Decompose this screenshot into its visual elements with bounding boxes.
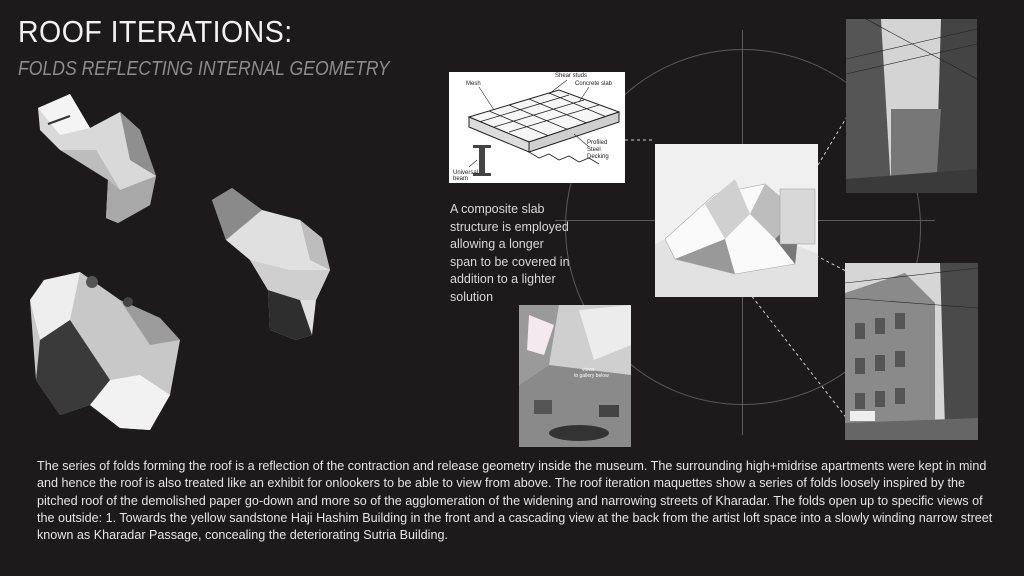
label-beam-1: Universal xyxy=(453,170,479,176)
label-decking-3: Decking xyxy=(587,154,609,160)
page-title: ROOF ITERATIONS: xyxy=(18,14,293,49)
label-concrete-slab: Concrete slab xyxy=(575,81,613,87)
model-photo xyxy=(655,144,818,297)
label-decking-2: Steel xyxy=(587,147,601,153)
street-photo-bottom xyxy=(845,263,978,440)
render-caption-line2: to gallery below xyxy=(574,373,609,379)
page-subtitle: FOLDS REFLECTING INTERNAL GEOMETRY xyxy=(18,58,390,80)
gallery-render xyxy=(519,305,631,447)
label-beam-2: beam xyxy=(453,176,469,182)
description-paragraph: The series of folds forming the roof is a reflection of the contraction and release geometry inside the museum. The surrounding high+midrise apartments were kept in mind and hence the roof is also treated like an exhibit for onlookers to be able to view from above. The roof iteration maquettes show a series of folds loosely inspired by the pitched roof of the demolished paper go-down and more so of the agglomeration of the widening and narrowing streets of Kharadar. The folds open up to specific views of the outside: 1. Towards the yellow sandstone Haji Hashim Building in the front and a cascading view at the back from the artist loft space into a slowly winding narrow street known as Kharadar Passage, concealing the deteriorating Sutria Building. xyxy=(37,459,993,543)
label-shear-studs: Shear studs xyxy=(555,73,588,79)
composite-slab-note: A composite slab structure is employed allowing a longer span to be covered in addition to a lighter solution xyxy=(450,202,570,304)
slab-drawing xyxy=(449,72,625,183)
label-decking-1: Profiled xyxy=(587,140,608,146)
label-mesh: Mesh xyxy=(466,81,481,87)
composite-slab-diagram xyxy=(449,72,625,183)
street-photo-top xyxy=(846,19,977,193)
render-caption-line1: views xyxy=(582,367,595,373)
